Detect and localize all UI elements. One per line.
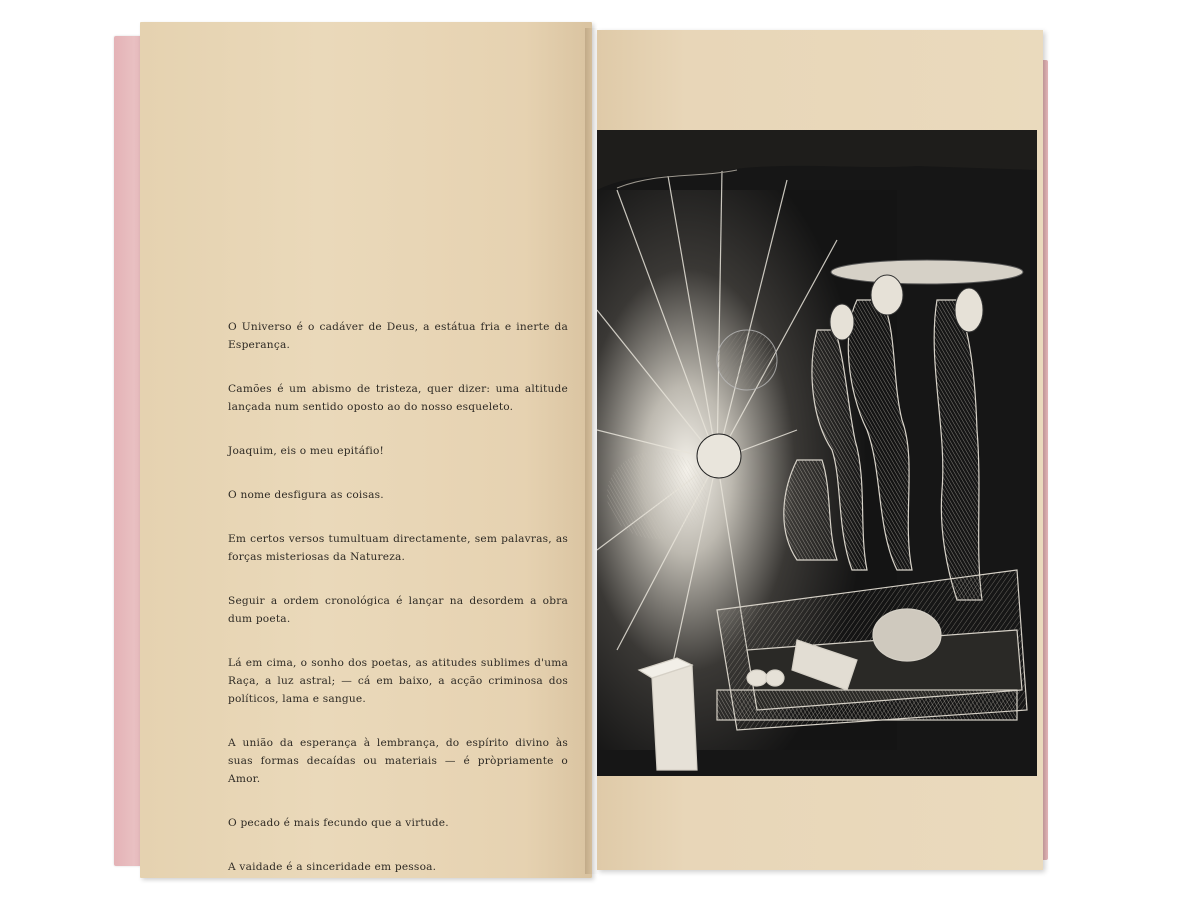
aphorism-paragraph: Camões é um abismo de tristeza, quer dizer: uma altitude lançada num sentido oposto ao do nosso esqueleto. bbox=[228, 383, 568, 413]
aphorism-paragraph: A união da esperança à lembrança, do espírito divino às suas formas decaídas ou materiais — é pròpriamente o Amor. bbox=[228, 737, 568, 785]
sun-sphere bbox=[697, 434, 741, 478]
aphorisms-text-block bbox=[228, 318, 568, 899]
aphorism-paragraph: O Universo é o cadáver de Deus, a estátua fria e inerte da Esperança. bbox=[228, 321, 568, 351]
aphorism-paragraph: O nome desfigura as coisas. bbox=[228, 489, 384, 501]
left-page bbox=[140, 22, 592, 878]
aphorism-paragraph: A vaidade é a sinceridade em pessoa. bbox=[228, 861, 437, 873]
aphorism-paragraph: Em certos versos tumultuam directamente, sem palavras, as forças misteriosas da Natureza. bbox=[228, 533, 568, 563]
engraving-plate bbox=[597, 130, 1037, 776]
aphorism-paragraph: Joaquim, eis o meu epitáfio! bbox=[228, 445, 384, 457]
aphorism-paragraph: Seguir a ordem cronológica é lançar na desordem a obra dum poeta. bbox=[228, 595, 568, 625]
right-page bbox=[597, 30, 1043, 870]
aphorism-paragraph: Lá em cima, o sonho dos poetas, as atitudes sublimes d'uma Raça, a luz astral; — cá em baixo, a acção criminosa dos políticos, lama e sangue. bbox=[228, 657, 568, 705]
floating-disc bbox=[831, 260, 1023, 284]
engraving-illustration bbox=[597, 130, 1037, 776]
aphorism-paragraph: O pecado é mais fecundo que a virtude. bbox=[228, 817, 449, 829]
